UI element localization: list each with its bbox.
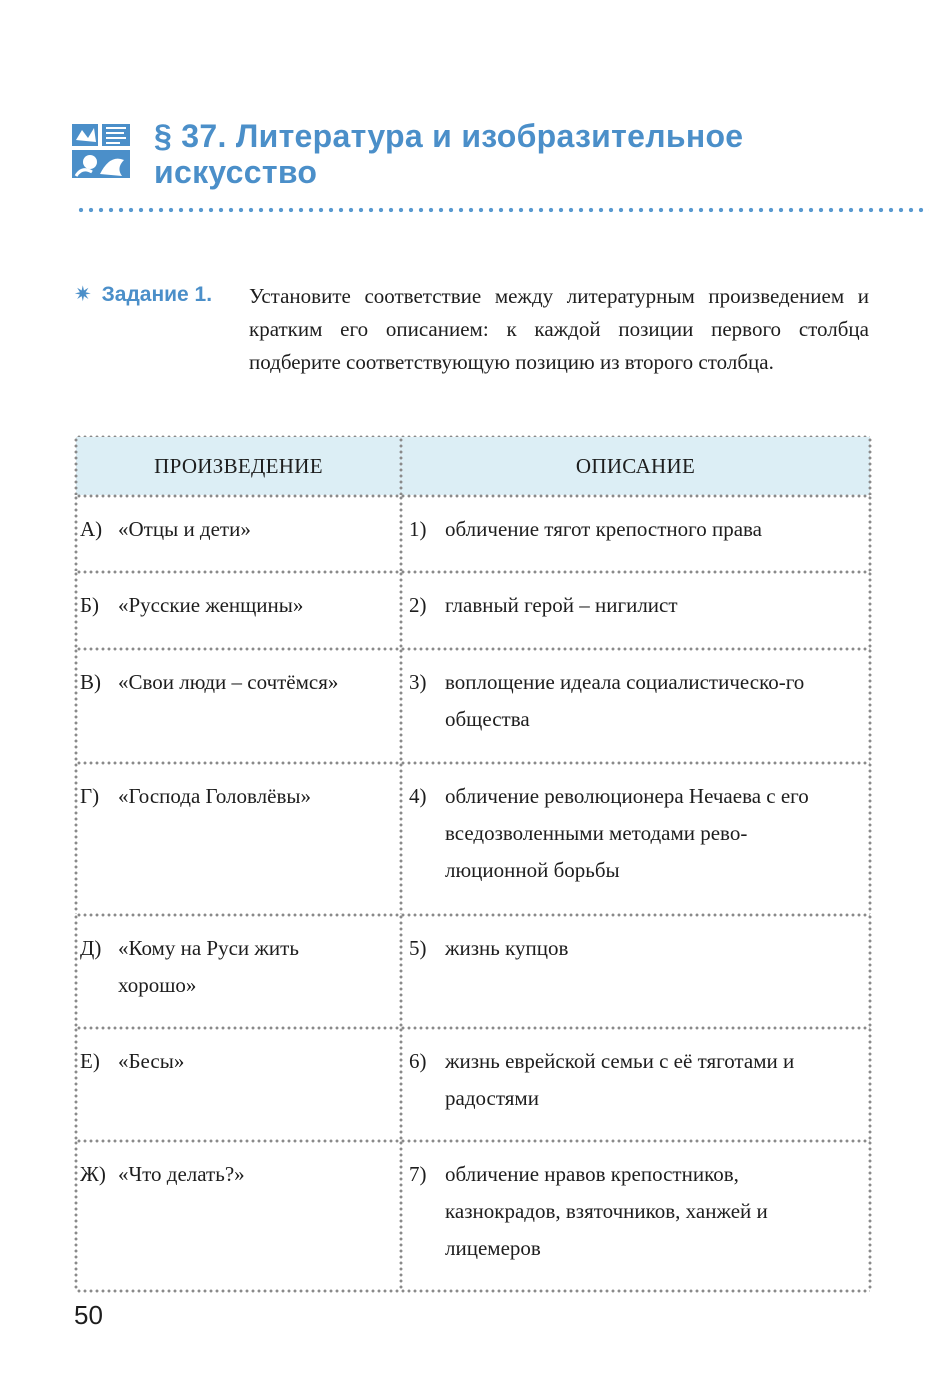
work-marker: Г): [80, 784, 100, 808]
table-row: [76, 1140, 870, 1290]
title-line-2: искусство: [154, 154, 318, 190]
description-marker: 2): [409, 593, 427, 617]
description-text: воплощение идеала социалистическо-го общества: [445, 670, 805, 731]
task-label-text: Задание 1.: [101, 283, 213, 306]
table-row: [76, 495, 870, 571]
dotted-divider: [76, 207, 929, 213]
description-marker: 4): [409, 784, 427, 808]
star-icon: ✷: [74, 283, 92, 306]
description-text: главный герой – нигилист: [445, 593, 678, 617]
description-marker: 6): [409, 1049, 427, 1073]
matching-table: [76, 437, 870, 1290]
table-row: [76, 571, 870, 648]
work-marker: А): [80, 517, 103, 541]
header-works: ПРОИЗВЕДЕНИЕ: [76, 437, 401, 495]
header-descriptions: ОПИСАНИЕ: [401, 437, 870, 495]
section-title: [154, 118, 743, 190]
description-marker: 7): [409, 1162, 427, 1186]
work-title: «Русские женщины»: [118, 593, 304, 617]
description-text: жизнь еврейской семьи с её тяготами и радостями: [445, 1049, 795, 1110]
description-text: обличение революционера Нечаева с его вседозволенными методами рево-люционной борьбы: [445, 784, 809, 882]
work-title: «Бесы»: [118, 1049, 185, 1073]
section-header: [70, 118, 743, 190]
work-marker: Ж): [80, 1162, 106, 1186]
work-marker: В): [80, 670, 101, 694]
work-title: «Отцы и дети»: [118, 517, 251, 541]
table-row: [76, 762, 870, 914]
task-label: [74, 280, 249, 379]
work-marker: Д): [80, 936, 102, 960]
description-text: жизнь купцов: [445, 936, 569, 960]
task-text: Установите соответствие между литературным произведением и кратким его описанием: к каждой позиции первого столбца подберите соответствующую позицию из второго столбца.: [249, 284, 869, 374]
art-literature-icon: [70, 120, 132, 182]
work-marker: Е): [80, 1049, 100, 1073]
description-marker: 3): [409, 670, 427, 694]
description-marker: 1): [409, 517, 427, 541]
title-line-1: § 37. Литература и изобразительное: [154, 118, 744, 154]
table-row: [76, 648, 870, 762]
page-number: 50: [74, 1300, 103, 1330]
task-block: [74, 280, 874, 379]
description-text: обличение тягот крепостного права: [445, 517, 762, 541]
work-title: «Господа Головлёвы»: [118, 784, 311, 808]
table-header-row: [76, 437, 870, 495]
work-title: «Что делать?»: [118, 1162, 245, 1186]
table-row: [76, 914, 870, 1027]
description-marker: 5): [409, 936, 427, 960]
work-marker: Б): [80, 593, 100, 617]
description-text: обличение нравов крепостников, казнокрадов, взяточников, ханжей и лицемеров: [445, 1162, 768, 1260]
work-title: «Кому на Руси жить хорошо»: [118, 936, 299, 997]
table-row: [76, 1027, 870, 1140]
work-title: «Свои люди – сочтёмся»: [118, 670, 339, 694]
